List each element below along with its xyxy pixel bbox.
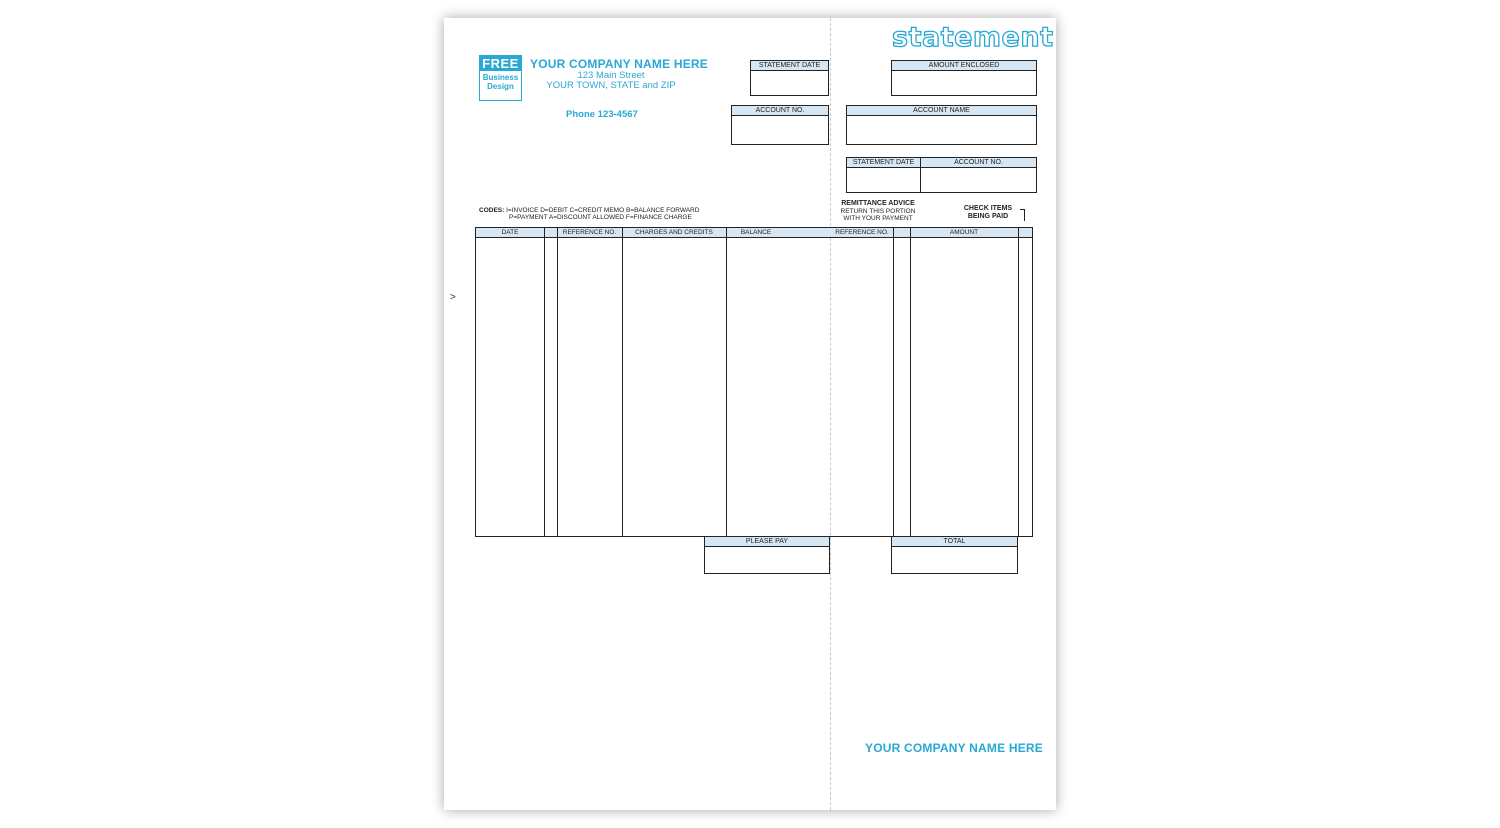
col-stub-reference-header: REFERENCE NO. [835, 229, 889, 236]
account-no-box[interactable] [731, 105, 829, 145]
arrow-icon: > [450, 292, 456, 303]
account-name-label: ACCOUNT NAME [847, 106, 1036, 116]
remittance-title: REMITTANCE ADVICE [841, 200, 915, 207]
col-date-header: DATE [501, 229, 519, 236]
stub-date-account-box[interactable] [846, 157, 1037, 193]
logo-line1: Business [482, 73, 519, 82]
col-divider [544, 228, 545, 536]
col-divider [910, 228, 911, 536]
col-divider [893, 228, 894, 536]
stub-header [847, 158, 1036, 168]
amount-enclosed-label: AMOUNT ENCLOSED [892, 61, 1036, 71]
stub-statement-date-label: STATEMENT DATE [852, 159, 915, 166]
logo-line2: Design [487, 82, 514, 91]
account-no-label: ACCOUNT NO. [732, 106, 828, 116]
statement-date-label: STATEMENT DATE [751, 61, 828, 71]
codes-line1: I=INVOICE D=DEBIT C=CREDIT MEMO B=BALANCE FORWARD [506, 207, 700, 214]
col-divider [1018, 228, 1019, 536]
stub-account-no-label: ACCOUNT NO. [954, 159, 1003, 166]
stub-divider [920, 158, 921, 192]
remittance-advice [828, 200, 928, 223]
col-balance-header: BALANCE [740, 229, 772, 236]
page-title: statement [892, 22, 1054, 53]
col-charges-header: CHARGES AND CREDITS [635, 229, 713, 236]
check-items-line1: CHECK ITEMS [963, 205, 1013, 212]
company-street: 123 Main Street [577, 70, 645, 81]
codes-legend [479, 207, 699, 221]
statement-form [444, 18, 1056, 810]
col-divider [622, 228, 623, 536]
account-name-box[interactable] [846, 105, 1037, 145]
table-header [476, 228, 1032, 238]
remittance-line2: WITH YOUR PAYMENT [843, 215, 913, 222]
col-divider [726, 228, 727, 536]
transactions-table[interactable] [475, 227, 1033, 537]
please-pay-box[interactable] [704, 536, 830, 574]
company-phone: Phone 123-4567 [566, 109, 638, 120]
total-box[interactable] [891, 536, 1018, 574]
check-items-label [952, 205, 1024, 221]
business-design-logo [479, 55, 522, 101]
codes-line2: P=PAYMENT A=DISCOUNT ALLOWED F=FINANCE CHARGE [509, 214, 692, 221]
codes-label: CODES: [479, 207, 505, 214]
col-amount-header: AMOUNT [949, 229, 979, 236]
please-pay-label: PLEASE PAY [705, 537, 829, 547]
company-name: YOUR COMPANY NAME HERE [530, 57, 708, 71]
amount-enclosed-box[interactable] [891, 60, 1037, 96]
logo-free-text: FREE [480, 56, 521, 71]
footer-company-name: YOUR COMPANY NAME HERE [865, 741, 1043, 755]
col-divider [557, 228, 558, 536]
bracket-icon [1020, 209, 1025, 221]
statement-date-box[interactable] [750, 60, 829, 96]
check-items-line2: BEING PAID [967, 213, 1009, 220]
total-label: TOTAL [892, 537, 1017, 547]
company-city: YOUR TOWN, STATE and ZIP [546, 80, 676, 91]
col-reference-header: REFERENCE NO. [562, 229, 617, 236]
remittance-line1: RETURN THIS PORTION [840, 207, 916, 215]
logo-subtitle [480, 73, 521, 91]
